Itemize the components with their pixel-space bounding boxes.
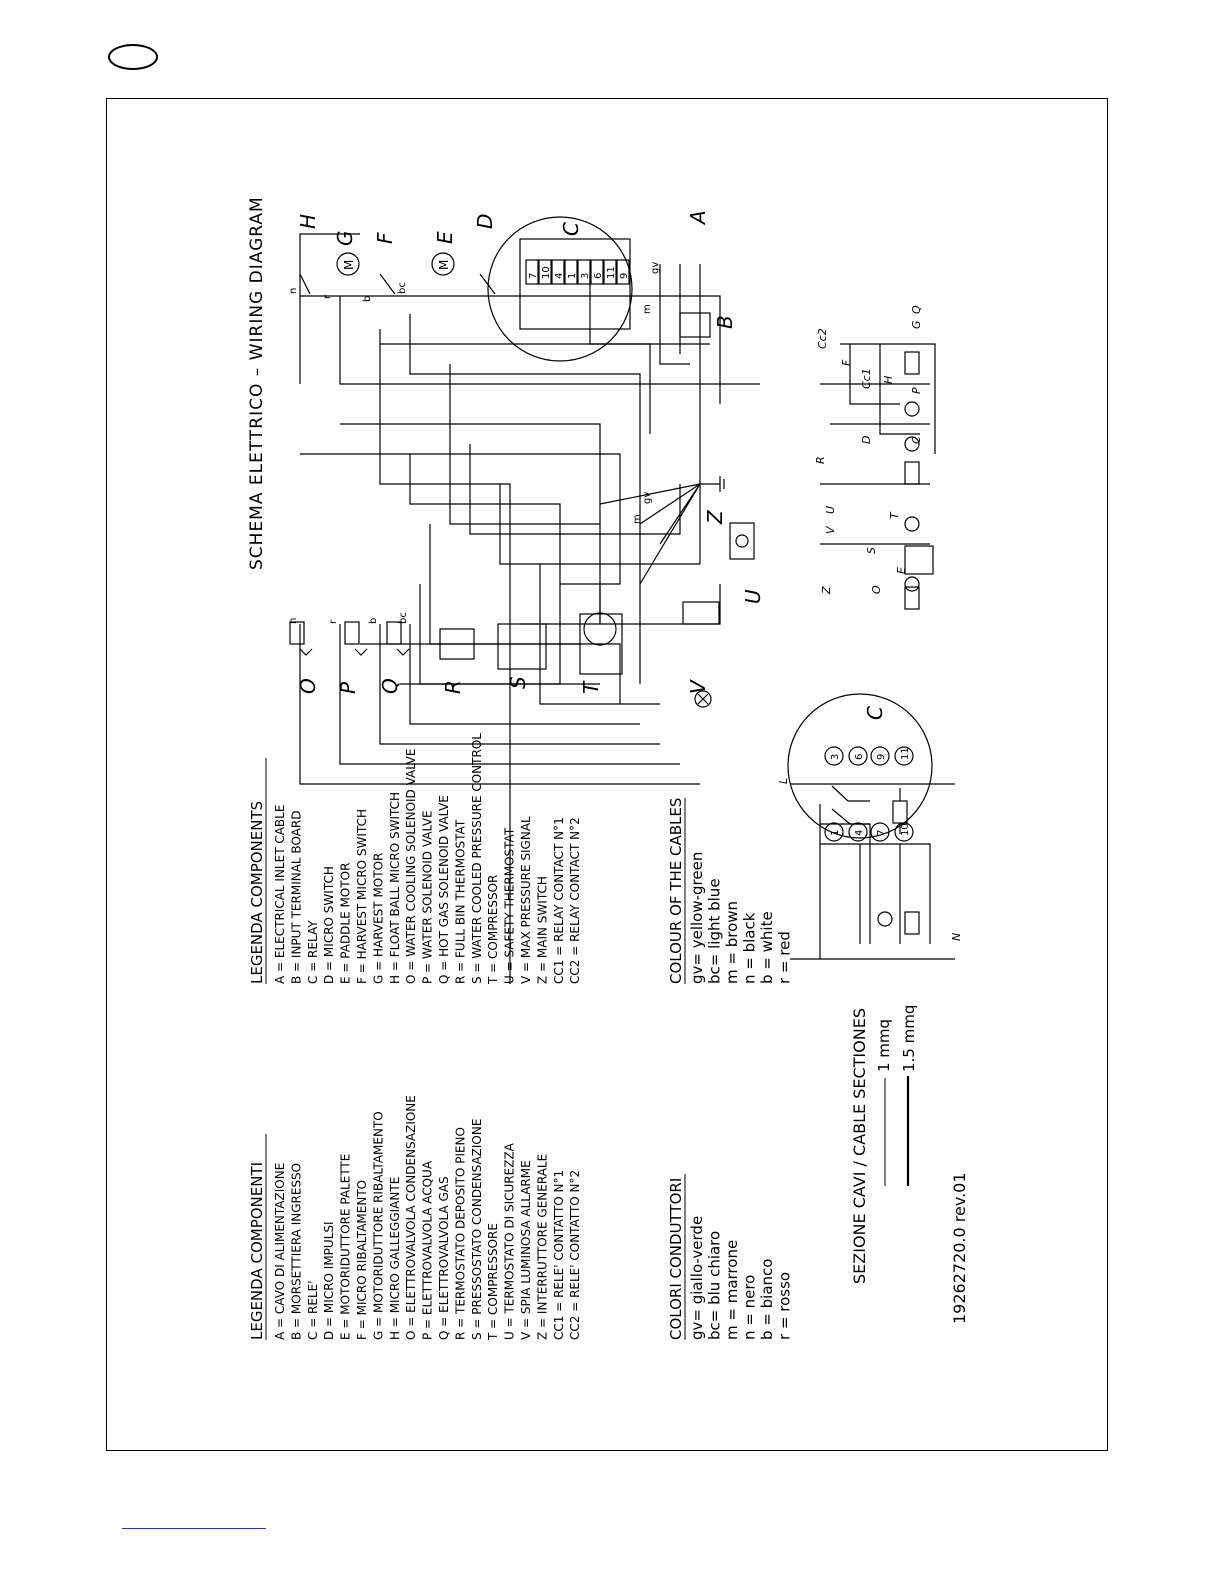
- schematic-label: S: [865, 547, 878, 554]
- wire-code-label: n: [288, 617, 299, 624]
- relay-board-terminal-number: 9: [619, 272, 630, 279]
- legend-it-item: CC1 = RELE' CONTATTO N°1: [551, 1169, 566, 1340]
- legend-it-item: T = COMPRESSORE: [486, 1223, 501, 1340]
- relay-detail-terminal-number: 6: [854, 753, 865, 760]
- colors-it-item: bc= blu chiaro: [705, 1230, 724, 1340]
- colors-en-item: r = red: [775, 931, 794, 984]
- component-letter: Z: [703, 510, 727, 524]
- wire-code-label: bc: [397, 282, 408, 294]
- relay-detail-terminal-number: 11: [900, 747, 911, 760]
- relay-detail-terminal-number: 4: [854, 829, 865, 836]
- legend-en-item: F = HARVEST MICRO SWITCH: [355, 809, 369, 984]
- relay-board-terminal-number: 7: [528, 272, 539, 279]
- component-letter: G: [333, 230, 357, 246]
- colors-en-item: bc= light blue: [705, 878, 724, 984]
- legend-en-item: T = COMPRESSOR: [486, 874, 501, 984]
- legend-en-item: D = MICRO SWITCH: [322, 866, 337, 984]
- legend-it-item: E = MOTORIDUTTORE PALETTE: [338, 1153, 353, 1340]
- legend-en-item: U = SAFETY THERMOSTAT: [502, 827, 517, 984]
- colors-it-item: b = bianco: [758, 1258, 776, 1340]
- relay-board-terminal: [526, 260, 538, 284]
- relay-terminal-board: [488, 217, 632, 361]
- schematic-label: Z: [820, 586, 833, 594]
- relay-board-terminal-number: 1: [567, 272, 578, 279]
- legend-en-item: G = HARVEST MOTOR: [371, 852, 386, 984]
- relay-detail-terminal-number: 7: [876, 829, 887, 836]
- schematic-label: Cc2: [816, 328, 829, 349]
- component-letter: P: [336, 681, 360, 694]
- legend-it-item: A = CAVO DI ALIMENTAZIONE: [273, 1162, 287, 1340]
- legend-italian: [248, 1095, 582, 1341]
- wire-code-label: n: [288, 287, 299, 294]
- legend-en-item: Z = MAIN SWITCH: [535, 876, 550, 984]
- colors-en-list: [688, 852, 794, 984]
- component-letter: C: [559, 222, 583, 236]
- component-letter: A: [686, 210, 710, 224]
- component-letter: U: [741, 589, 765, 604]
- component-letter: E: [433, 231, 457, 244]
- colors-it-item: r = rosso: [775, 1271, 794, 1340]
- schematic-label: E: [895, 567, 908, 574]
- legend-it-item: V = SPIA LUMINOSA ALLARME: [519, 1160, 533, 1340]
- component-letter: F: [373, 232, 397, 244]
- relay-board-terminal: [578, 260, 590, 284]
- schematic-label: P: [910, 387, 923, 394]
- relay-board-terminal: [565, 260, 577, 284]
- relay-board-terminal-number: 4: [554, 272, 565, 279]
- schematic-label: V: [824, 526, 837, 534]
- wire-code-label: gv: [642, 491, 653, 504]
- document-reference: 19262720.0 rev.01: [950, 1172, 969, 1324]
- colors-en-heading: COLOUR OF THE CABLES: [667, 797, 685, 984]
- wire-code-label: b: [362, 295, 373, 302]
- component-letter: D: [473, 213, 497, 229]
- component-letter: S: [506, 676, 530, 689]
- relay-board-terminal: [591, 260, 603, 284]
- schematic-label: N: [950, 932, 963, 941]
- relay-detail-terminal-number: 10: [900, 823, 911, 836]
- legend-en-item: Q = HOT GAS SOLENOID VALVE: [437, 795, 451, 984]
- cable-sections-heading: SEZIONE CAVI / CABLE SECTIONES: [850, 1008, 869, 1284]
- schematic-label: U: [824, 505, 837, 514]
- relay-board-terminal-number: 3: [580, 272, 591, 279]
- component-symbols: [290, 253, 754, 707]
- colors-english: [667, 798, 794, 984]
- cable-section-2: 1.5 mmq: [900, 1004, 918, 1072]
- legend-it-item: C = RELE': [305, 1280, 320, 1340]
- legend-it-item: R = TERMOSTATO DEPOSITO PIENO: [453, 1127, 468, 1340]
- relay-board-terminal-number: 11: [606, 266, 617, 279]
- schematic-label: Cc1: [860, 368, 873, 389]
- legend-it-heading: LEGENDA COMPONENTI: [248, 1161, 266, 1340]
- colors-en-item: gv= yellow-green: [688, 851, 706, 984]
- legend-it-item: CC2 = RELE' CONTATTO N°2: [568, 1169, 583, 1340]
- relay-board-terminals: [526, 260, 630, 284]
- legend-en-item: H = FLOAT BALL MICRO SWITCH: [387, 791, 402, 984]
- schematic-label: C: [910, 436, 923, 444]
- legend-en-item: P = WATER SOLENOID VALVE: [420, 810, 435, 984]
- legend-en-list: [273, 733, 582, 985]
- schematic-label: L: [777, 777, 790, 784]
- legend-en-item: R = FULL BIN THERMOSTAT: [453, 819, 468, 984]
- relay-board-terminal-number: 6: [593, 272, 604, 279]
- legend-en-item: CC2 = RELAY CONTACT N°2: [568, 817, 583, 984]
- relay-board-terminal: [552, 260, 564, 284]
- relay-board-terminal-number: 10: [541, 266, 552, 279]
- schematic-label: F: [840, 359, 853, 366]
- colors-italian: [667, 1174, 794, 1340]
- colors-en-item: m = brown: [723, 900, 741, 984]
- ladder-schematic: [777, 305, 963, 959]
- wire-code-label: r: [322, 294, 333, 299]
- colors-it-item: gv= giallo-verde: [688, 1215, 706, 1340]
- colors-it-list: [688, 1216, 794, 1340]
- legend-it-item: Q = ELETTROVALVOLA GAS: [437, 1176, 451, 1340]
- component-letter: T: [579, 681, 603, 694]
- wire-code-label: gv: [650, 261, 661, 274]
- legend-it-item: G = MOTORIDUTTORE RIBALTAMENTO: [371, 1111, 386, 1340]
- component-letter: R: [441, 680, 465, 694]
- legend-en-item: A = ELECTRICAL INLET CABLE: [273, 804, 287, 984]
- wire-code-label: m: [642, 304, 653, 314]
- schematic-label: H: [882, 375, 895, 384]
- motor-e-symbol: M: [437, 259, 451, 270]
- legend-en-item: V = MAX PRESSURE SIGNAL: [519, 816, 533, 984]
- component-letter: Q: [378, 678, 402, 694]
- legend-it-item: H = MICRO GALLEGGIANTE: [387, 1176, 402, 1340]
- schematic-label: T: [888, 512, 901, 519]
- schematic-label: D: [860, 435, 873, 444]
- component-letter: H: [296, 213, 320, 229]
- legend-en-item: C = RELAY: [305, 920, 320, 984]
- wire-code-labels: [288, 259, 661, 624]
- legend-english: [248, 733, 582, 985]
- colors-it-heading: COLORI CONDUTTORI: [667, 1177, 685, 1340]
- legend-it-item: O = ELETTROVALVOLA CONDENSAZIONE: [404, 1095, 419, 1340]
- legend-it-item: F = MICRO RIBALTAMENTO: [355, 1179, 369, 1340]
- relay-detail-terminal-number: 1: [830, 829, 841, 836]
- schematic-label: R: [814, 456, 827, 464]
- component-letter: V: [686, 680, 710, 694]
- wire-code-label: m: [632, 514, 643, 524]
- diagram-title: SCHEMA ELETTRICO – WIRING DIAGRAM: [247, 196, 267, 570]
- legend-it-list: [273, 1095, 582, 1341]
- legend-it-item: B = MORSETTIERA INGRESSO: [289, 1162, 304, 1340]
- colors-it-item: n = nero: [740, 1274, 759, 1340]
- component-letters: [296, 210, 765, 694]
- relay-detail-label: C: [863, 706, 887, 720]
- legend-it-item: U = TERMOSTATO DI SICUREZZA: [502, 1143, 517, 1340]
- legend-en-item: S = WATER COOLED PRESSURE CONTROL: [469, 733, 484, 984]
- component-letter: B: [713, 315, 737, 329]
- schematic-label: Q: [910, 305, 923, 314]
- legend-en-item: B = INPUT TERMINAL BOARD: [289, 810, 304, 984]
- legend-it-item: Z = INTERRUTTORE GENERALE: [535, 1153, 550, 1340]
- wire-code-label: r: [328, 619, 339, 624]
- wire-code-label: b: [368, 617, 379, 624]
- relay-detail: [788, 694, 932, 841]
- legend-en-item: E = PADDLE MOTOR: [338, 862, 353, 984]
- colors-en-item: b = white: [758, 911, 776, 984]
- relay-detail-terminal-number: 9: [876, 753, 887, 760]
- motor-g-symbol: M: [342, 259, 356, 270]
- colors-it-item: m = marrone: [723, 1239, 741, 1340]
- cable-section-1: 1 mmq: [875, 1018, 893, 1072]
- legend-en-heading: LEGENDA COMPONENTS: [248, 800, 266, 984]
- schematic-label: G: [910, 320, 923, 329]
- legend-en-item: CC1 = RELAY CONTACT N°1: [551, 817, 566, 984]
- colors-en-item: n = black: [740, 912, 759, 984]
- schematic-label: O: [870, 585, 883, 594]
- wire-code-label: bc: [398, 612, 409, 624]
- legend-it-item: D = MICRO IMPULSI: [322, 1221, 337, 1340]
- cable-sections: [850, 1005, 918, 1284]
- legend-it-item: S = PRESSOSTATO CONDENSAZIONE: [469, 1118, 484, 1340]
- component-letter: O: [296, 678, 320, 694]
- legend-en-item: O = WATER COOLING SOLENOID VALVE: [404, 748, 419, 984]
- relay-detail-terminal-number: 3: [830, 753, 841, 760]
- legend-it-item: P = ELETTROVALVOLA ACQUA: [420, 1160, 435, 1340]
